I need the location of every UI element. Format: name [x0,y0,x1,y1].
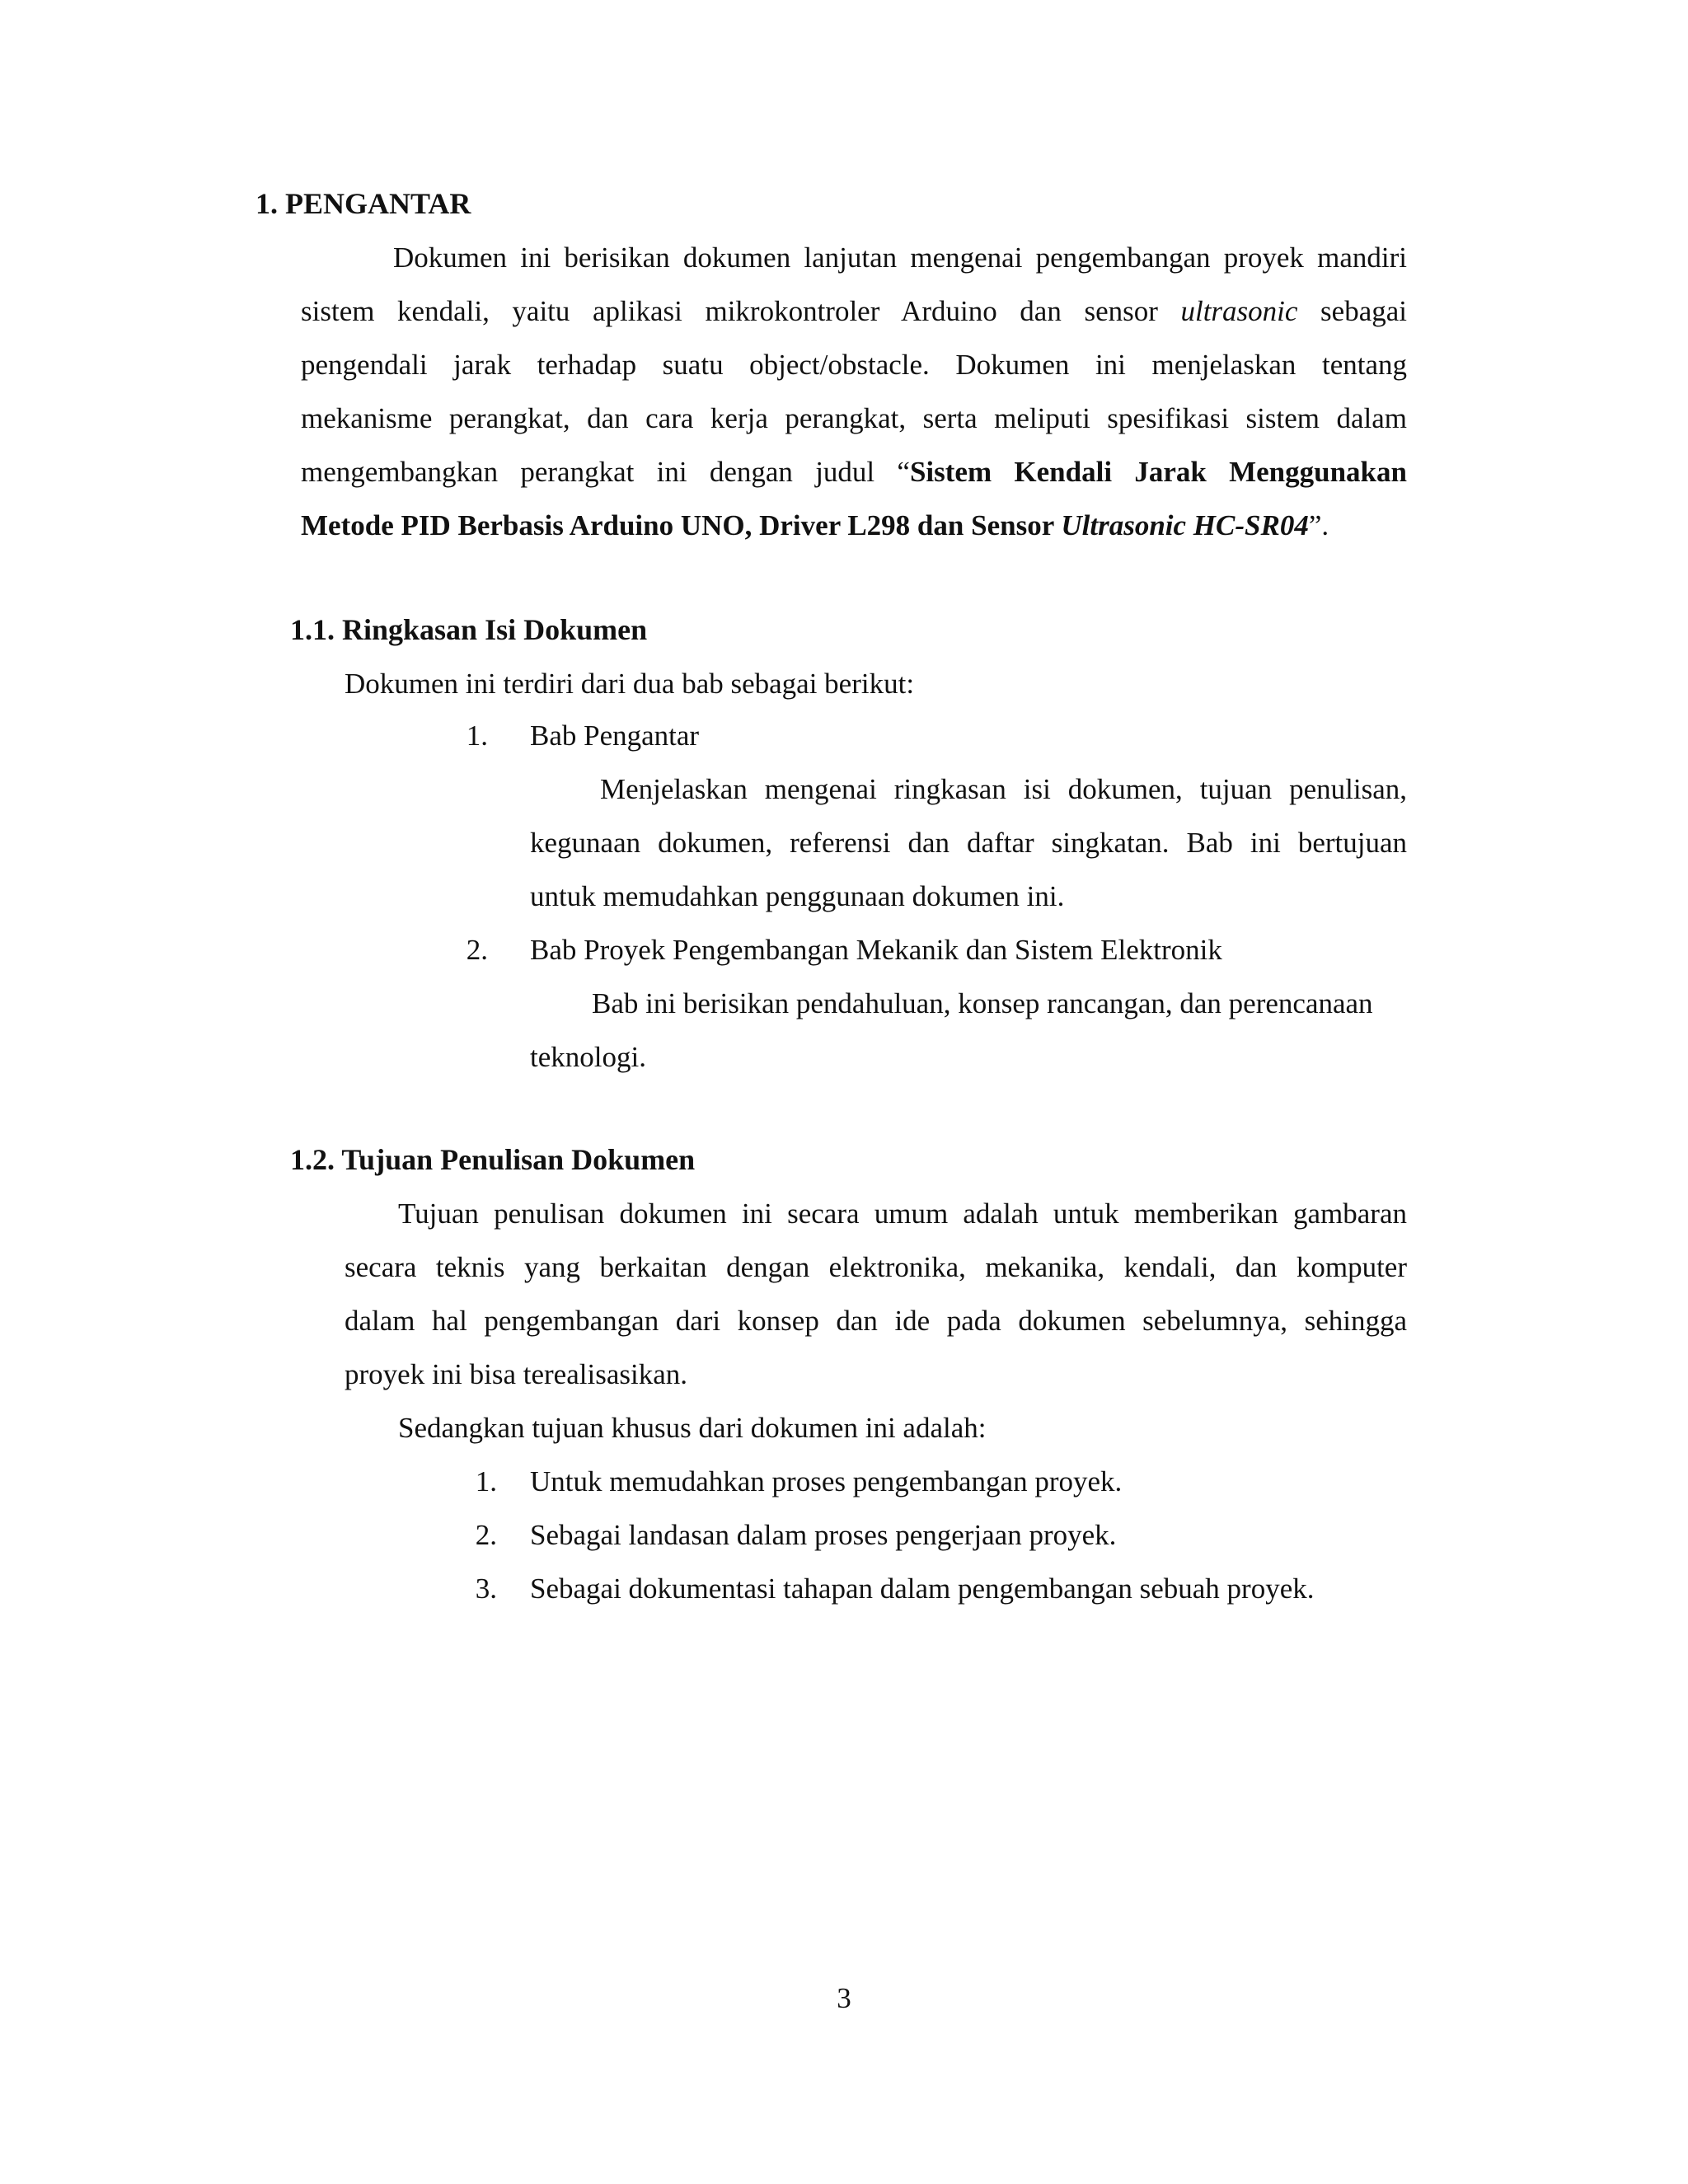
ringkasan-item-number: 2. [466,934,488,966]
tujuan-line-4: proyek ini bisa terealisasikan. [345,1358,687,1390]
intro-text: sistem kendali, yaitu aplikasi mikrokontroler Arduino dan sensor [301,295,1181,327]
section-heading-ringkasan: 1.1. Ringkasan Isi Dokumen [290,613,648,646]
page-number: 3 [837,1982,851,2014]
ringkasan-item-title: Bab Proyek Pengembangan Mekanik dan Sistem Elektronik [530,934,1222,966]
intro-line-4: mekanisme perangkat, dan cara kerja perangkat, serta meliputi spesifikasi sistem dalam [301,402,1407,434]
section-heading-tujuan: 1.2. Tujuan Penulisan Dokumen [290,1143,696,1176]
description-line: kegunaan dokumen, referensi dan daftar singkatan. Bab ini bertujuan [530,827,1407,859]
description-line: Menjelaskan mengenai ringkasan isi dokumen, tujuan penulisan, [600,773,1407,805]
tujuan-item-number: 1. [475,1465,497,1497]
tujuan-item-text: Sebagai dokumentasi tahapan dalam pengembangan sebuah proyek. [530,1572,1315,1605]
intro-text: ”. [1308,509,1329,541]
project-title-part: Metode PID Berbasis Arduino UNO, Driver L298 dan Sensor [301,509,1062,541]
tujuan-khusus-intro: Sedangkan tujuan khusus dari dokumen ini adalah: [398,1412,987,1444]
intro-italic-term: ultrasonic [1180,295,1298,327]
tujuan-line-2: secara teknis yang berkaitan dengan elektronika, mekanika, kendali, dan komputer [345,1251,1407,1283]
intro-paragraph [301,231,1407,552]
description-line: teknologi. [530,1041,646,1073]
description-line: untuk memudahkan penggunaan dokumen ini. [530,880,1065,912]
tujuan-line-3: dalam hal pengembangan dari konsep dan ide pada dokumen sebelumnya, sehingga [345,1305,1407,1337]
project-title-part: Sistem Kendali Jarak Menggunakan [909,456,1407,488]
section-heading-pengantar: 1. PENGANTAR [256,187,471,220]
intro-line-6 [301,499,1407,552]
description-line: Bab ini berisikan pendahuluan, konsep rancangan, dan perencanaan [592,987,1373,1019]
tujuan-item-number: 3. [475,1572,497,1605]
tujuan-item-text: Untuk memudahkan proses pengembangan proyek. [530,1465,1123,1497]
intro-line-3: pengendali jarak terhadap suatu object/obstacle. Dokumen ini menjelaskan tentang [301,349,1407,381]
tujuan-line-1: Tujuan penulisan dokumen ini secara umum adalah untuk memberikan gambaran [398,1197,1407,1230]
intro-text: sebagai [1297,295,1407,327]
ringkasan-item-number: 1. [466,719,488,752]
ringkasan-item-description [530,762,1407,923]
intro-line-2 [301,284,1407,338]
tujuan-paragraph [345,1187,1407,1401]
ringkasan-item-title: Bab Pengantar [530,719,700,752]
project-title-sensor: Ultrasonic HC-SR04 [1061,509,1309,541]
tujuan-item-number: 2. [475,1519,497,1551]
ringkasan-intro: Dokumen ini terdiri dari dua bab sebagai berikut: [345,668,915,700]
intro-text: mengembangkan perangkat ini dengan judul “ [301,456,910,488]
intro-line-5 [301,445,1407,499]
tujuan-item-text: Sebagai landasan dalam proses pengerjaan proyek. [530,1519,1117,1551]
intro-line-1: Dokumen ini berisikan dokumen lanjutan mengenai pengembangan proyek mandiri [393,241,1407,274]
